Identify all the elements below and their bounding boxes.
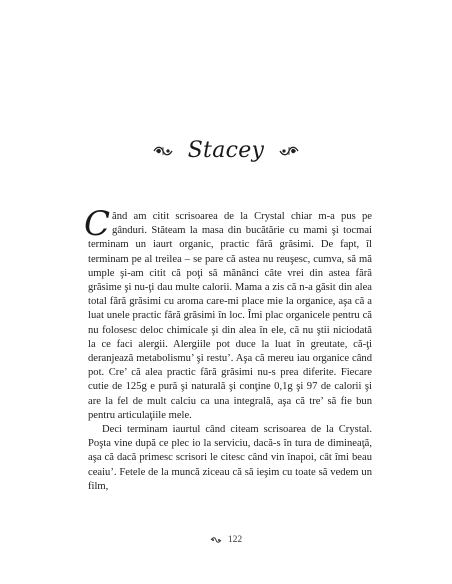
page-number: 122	[227, 535, 243, 545]
chapter-heading	[0, 138, 452, 163]
paragraph	[84, 204, 372, 423]
fleuron-icon	[210, 536, 222, 544]
paragraph-text: ând am citit scrisoarea de la Crystal chiar m-a pus pe gânduri. Stăteam la masa din bucătărie cu mami şi tocmai terminam un iaurt organic, practic fără grăsimi. De fapt, îl terminam pe al treilea – se pare că astea nu reuşesc, cumva, să mă umple şi-am citit că poţi să mănânci câte vrei din astea fără grăsime şi nu-ţi dau multe calorii. Mama a zis că n-a găsit din alea total fără grăsimi cu aroma care-mi place mie la organice, aşa că a luat unele practic fără grăsimi în loc. Îmi plac organicele pentru că nu folosesc deloc chimicale şi din alea în ele, că nu ştii niciodată la ce faci alergii. Alergiile pot duce la luat în greutate, că-ţi deranjează metabolismu’ şi restu’. Aşa că mereu iau organice când pot. Cre’ că alea practic fără grăsimi nu-s prea diferite. Fiecare cutie de 125g e pură şi naturală şi conţine 0,1g şi 97 de calorii şi are la fel de mult calciu ca una integrală, aşa că tre’ să fie bun pentru articulaţiile mele.	[88, 211, 372, 421]
paragraph: Deci terminam iaurtul când citeam scrisoarea de la Crystal. Poşta vine după ce plec io la serviciu, dacă-s în tura de dimineaţă, aşa că dacă primesc scrisori le citesc când vin înapoi, cât îmi beau ceaiu’. Fetele de la muncă ziceau că să ieşim cu toate să vedem un film,	[88, 424, 372, 492]
fleuron-left-icon	[152, 144, 174, 158]
chapter-body	[84, 204, 372, 494]
drop-cap: C	[84, 204, 111, 244]
fleuron-right-icon	[278, 144, 300, 158]
page-footer	[0, 535, 452, 545]
chapter-title: Stacey	[187, 138, 265, 163]
